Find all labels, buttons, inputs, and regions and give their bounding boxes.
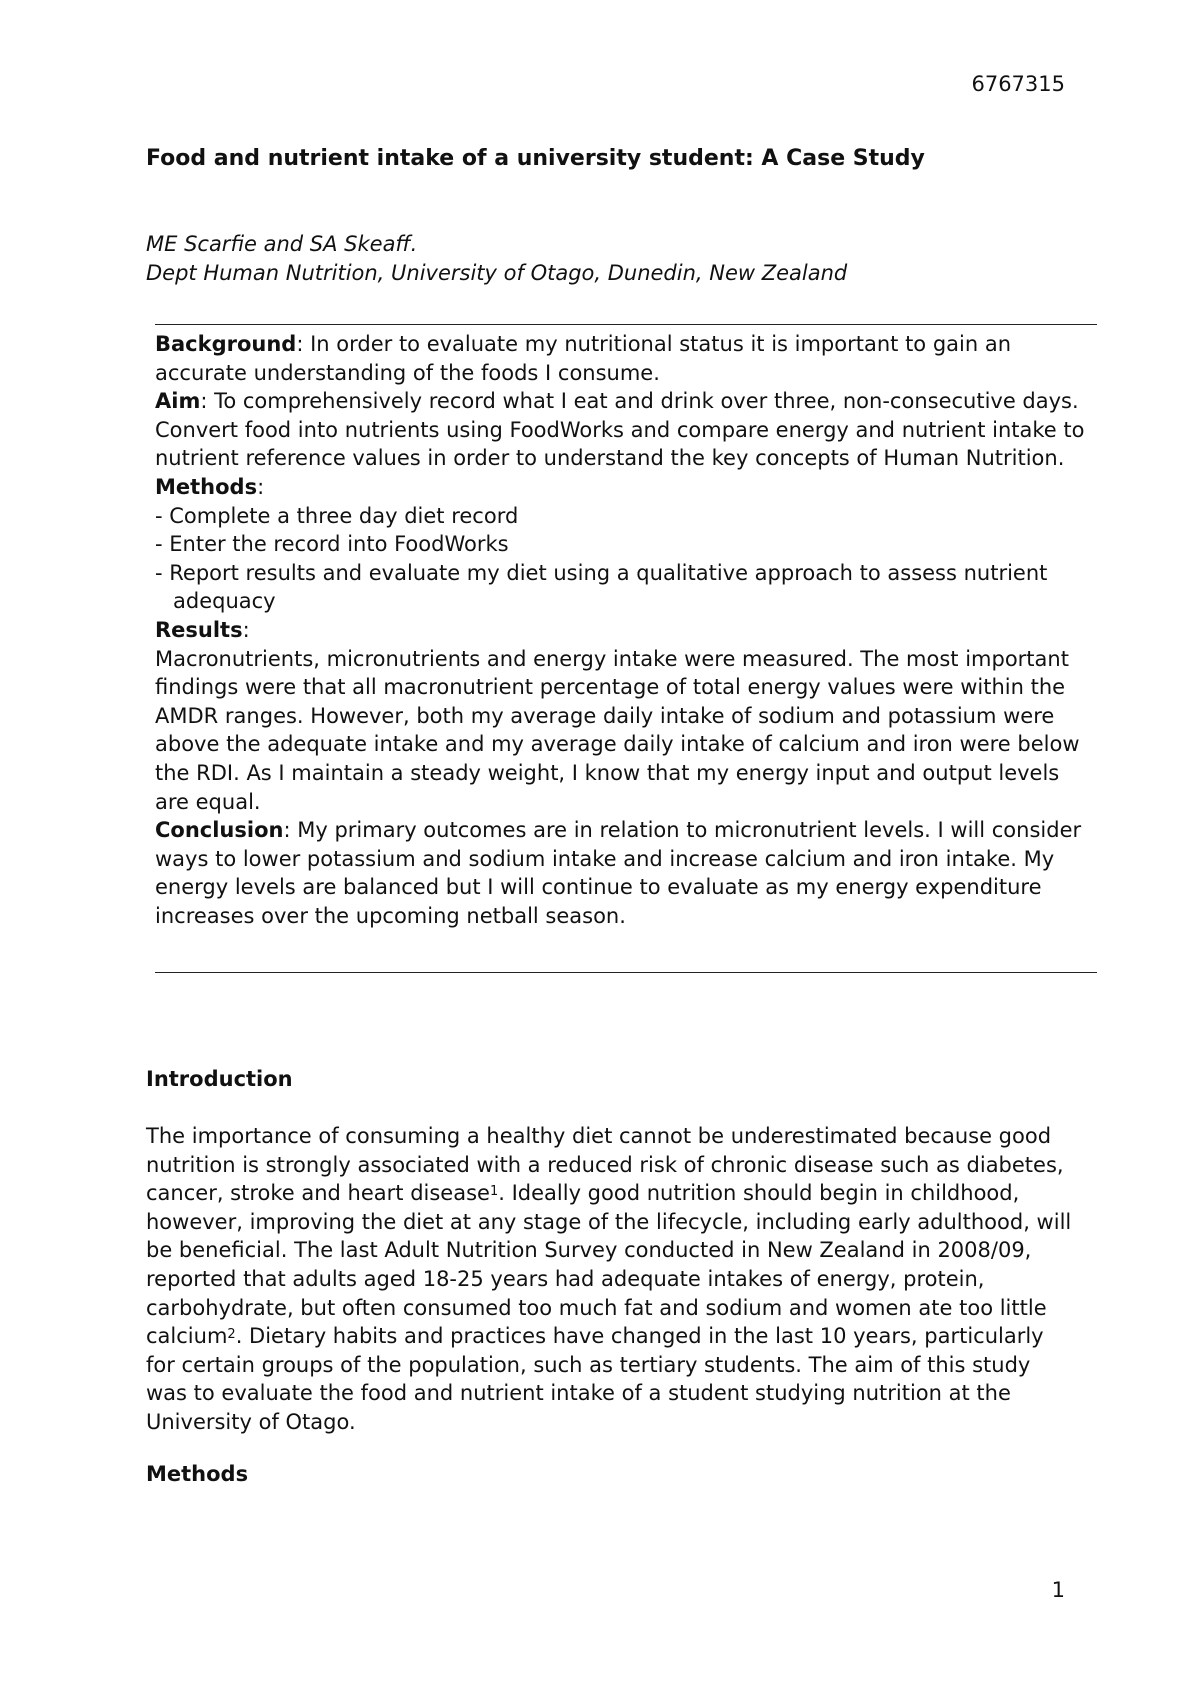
abstract-results-text: Macronutrients, micronutrients and energy intake were measured. The most important findings were that all macronutrient percentage of total energy values were within the AMDR ranges. However, both my average daily intake of sodium and potassium were above the adequate intake and my average daily intake of calcium and iron were below the RDI. As I maintain a steady weight, I know that my energy input and output levels are equal. [155,646,1080,814]
author-names: ME Scarfie and SA Skeaff. [146,232,418,256]
abstract-box [155,324,1097,973]
student-id: 6767315 [971,72,1065,96]
intro-text-part3: . Dietary habits and practices have changed in the last 10 years, particularly for certain groups of the population, such as tertiary students. The aim of this study was to evaluate the food and nutrient intake of a student studying nutrition at the University of Otago. [146,1324,1044,1434]
author-affiliation: Dept Human Nutrition, University of Otago, Dunedin, New Zealand [146,261,848,285]
results-label: Results [155,617,243,642]
abstract-background [155,330,1097,387]
abstract-methods [155,473,1097,502]
intro-text-part1: The importance of consuming a healthy diet cannot be underestimated because good nutrition is strongly associated with a reduced risk of chronic disease such as diabetes, cancer, stroke and heart disease [146,1124,1064,1206]
methods-colon: : [257,474,265,499]
conclusion-text: : My primary outcomes are in relation to micronutrient levels. I will consider ways to lower potassium and sodium intake and increase calcium and iron intake. My energy levels are balanced but I will continue to evaluate as my energy expenditure increases over the upcoming netball season. [155,818,1082,928]
abstract-conclusion [155,816,1097,930]
introduction-paragraph [146,1122,1076,1437]
results-colon: : [242,617,250,642]
citation-2: 2 [227,1327,236,1343]
background-label: Background [155,332,297,356]
aim-label: Aim [155,389,201,414]
aim-text: : To comprehensively record what I eat and drink over three, non-consecutive days. Convert food into nutrients using FoodWorks and compare energy and nutrient intake to nutrient reference values in order to understand the key concepts of Human Nutrition. [155,389,1085,471]
intro-text-part2: . Ideally good nutrition should begin in childhood, however, improving the diet at any stage of the lifecycle, including early adulthood, will be beneficial. The last Adult Nutrition Survey conducted in New Zealand in 2008/09, reported that adults aged 18-25 years had adequate intakes of energy, protein, carbohydrate, but often consumed too much fat and sodium and women ate too little calcium [146,1181,1072,1349]
list-item: - Complete a three day diet record [155,503,519,528]
list-item: - Enter the record into FoodWorks [155,532,509,557]
background-text: : In order to evaluate my nutritional status it is important to gain an accurate understanding of the foods I consume. [155,332,1012,385]
methods-label: Methods [155,474,258,499]
introduction-heading: Introduction [146,1067,293,1091]
author-block [146,230,847,288]
methods-list [155,502,1097,616]
abstract-aim [155,387,1097,473]
list-item: - Report results and evaluate my diet using a qualitative approach to assess nutrient adequacy [155,560,1048,614]
document-title: Food and nutrient intake of a university student: A Case Study [146,146,925,171]
abstract-results-heading [155,616,1097,645]
citation-1: 1 [489,1184,499,1200]
page-number: 1 [1051,1578,1065,1602]
methods-heading: Methods [146,1462,249,1486]
conclusion-label: Conclusion [155,818,284,843]
